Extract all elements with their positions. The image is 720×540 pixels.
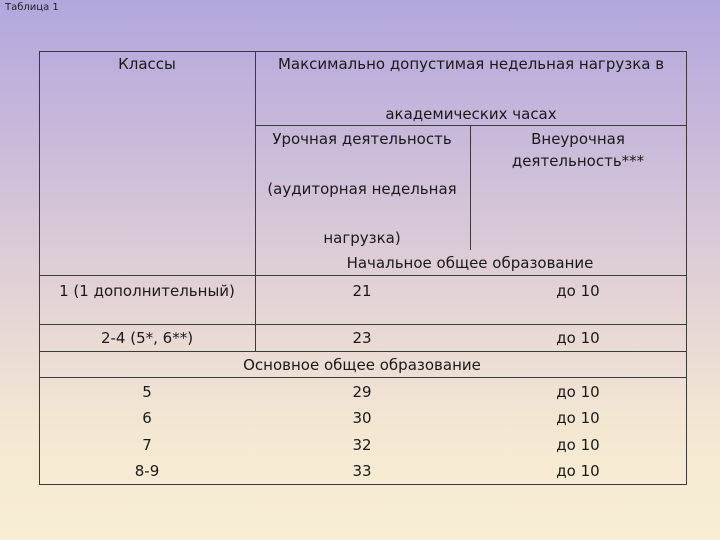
- row-classroom-hours: 23: [352, 329, 372, 347]
- row-grade: 1 (1 дополнительный): [59, 282, 235, 300]
- row-extra-hours: до 10: [556, 436, 600, 454]
- row-classroom-hours: 33: [352, 462, 372, 480]
- col-divider-grades-lower: [255, 275, 256, 351]
- row-grade: 2-4 (5*, 6**): [100, 329, 194, 347]
- header-classroom-line3: нагрузка): [323, 229, 401, 247]
- row-extra-hours: до 10: [556, 383, 600, 401]
- row-extra-hours: до 10: [556, 329, 600, 347]
- row-classroom-hours: 29: [352, 383, 372, 401]
- table-border-left: [39, 51, 40, 485]
- header-extracurricular-line1: Внеурочная: [531, 130, 625, 148]
- table-border-top: [39, 51, 687, 52]
- header-classroom-line1: Урочная деятельность: [272, 130, 452, 148]
- row-classroom-hours: 21: [352, 282, 372, 300]
- rule-under-row1: [39, 324, 687, 325]
- col-divider-grades: [255, 51, 256, 275]
- rule-under-basic-section: [39, 377, 687, 378]
- header-max-load-line1: Максимально допустимая недельная нагрузка в: [277, 55, 665, 73]
- header-classes: Классы: [118, 55, 176, 73]
- rule-under-max-load: [255, 125, 687, 126]
- row-grade: 6: [142, 409, 152, 427]
- row-extra-hours: до 10: [556, 409, 600, 427]
- row-grade: 7: [142, 436, 152, 454]
- col-divider-activities: [470, 125, 471, 250]
- table-caption: Таблица 1: [5, 2, 59, 13]
- row-classroom-hours: 32: [352, 436, 372, 454]
- table-border-right: [686, 51, 687, 485]
- header-extracurricular-line2: деятельность***: [511, 152, 645, 170]
- rule-under-row2: [39, 351, 687, 352]
- row-grade: 5: [142, 383, 152, 401]
- header-classroom-line2: (аудиторная недельная: [267, 180, 457, 198]
- section-primary: Начальное общее образование: [346, 254, 594, 272]
- header-max-load-line2: академических часах: [385, 105, 557, 123]
- row-grade: 8-9: [134, 462, 160, 480]
- row-extra-hours: до 10: [556, 462, 600, 480]
- row-extra-hours: до 10: [556, 282, 600, 300]
- row-classroom-hours: 30: [352, 409, 372, 427]
- section-basic: Основное общее образование: [243, 356, 481, 374]
- rule-under-header: [39, 275, 687, 276]
- table-border-bottom: [39, 484, 687, 485]
